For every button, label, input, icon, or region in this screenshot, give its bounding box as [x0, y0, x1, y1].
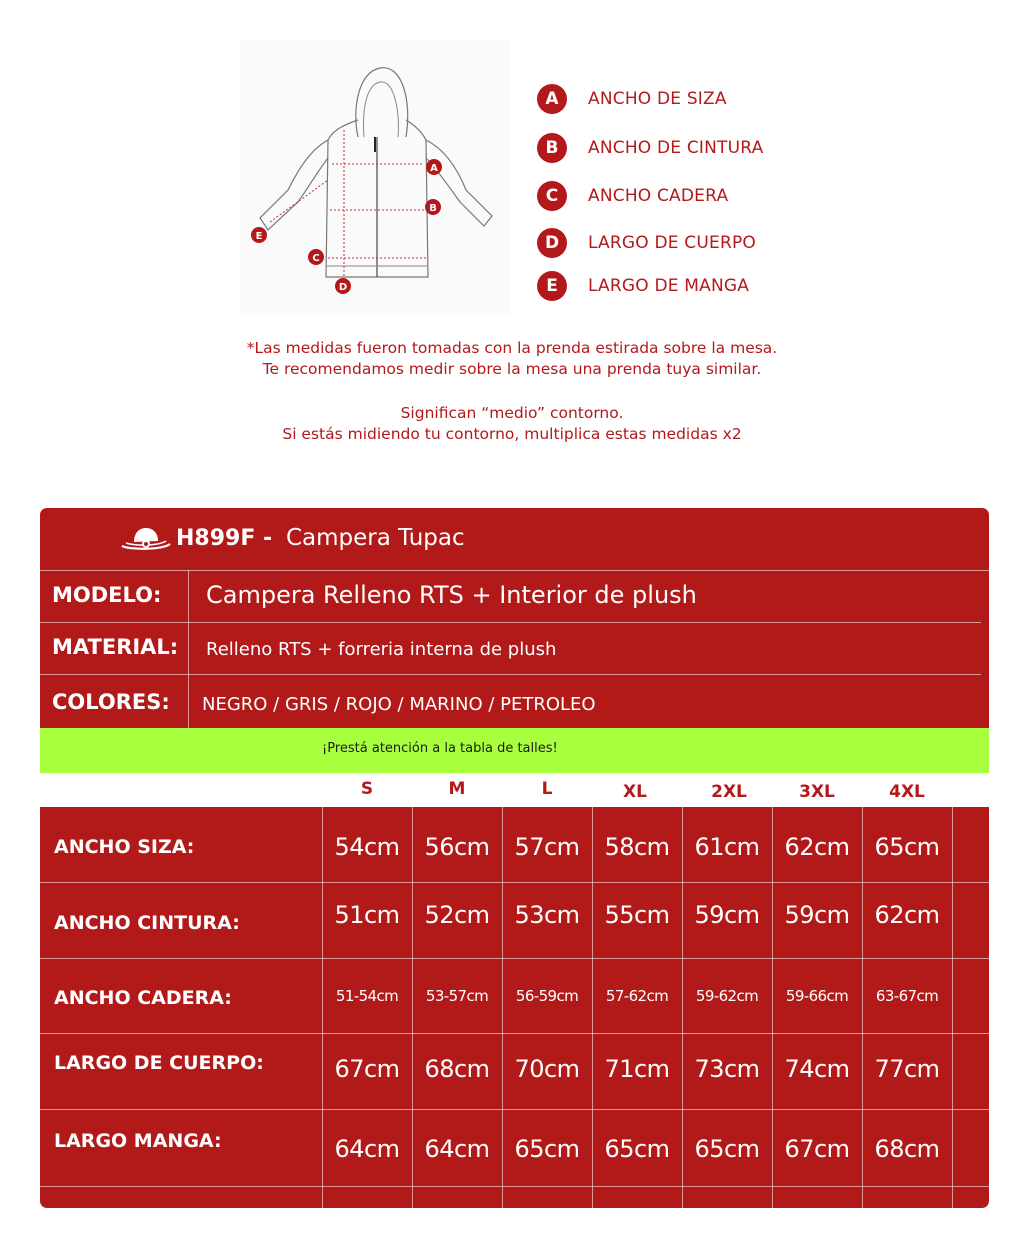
- svg-text:B: B: [429, 203, 437, 214]
- marker-a: [426, 159, 442, 175]
- svg-text:A: A: [430, 163, 438, 174]
- table-cell: 51cm: [334, 901, 400, 929]
- jacket-sketch: [240, 40, 510, 315]
- divider: [40, 622, 981, 623]
- table-cell: 68cm: [424, 1055, 490, 1083]
- table-cell: 65cm: [874, 833, 940, 861]
- legend-item-d: [537, 228, 756, 258]
- table-cell: 52cm: [424, 901, 490, 929]
- row-label: ANCHO CADERA:: [54, 987, 232, 1009]
- note-line: Si estás midiendo tu contorno, multiplica estas medidas x2: [282, 425, 742, 443]
- size-header: L: [541, 779, 553, 799]
- svg-text:C: C: [312, 253, 320, 264]
- size-header: 2XL: [711, 782, 747, 802]
- divider: [40, 958, 989, 959]
- divider: [40, 674, 981, 675]
- table-cell: 68cm: [874, 1135, 940, 1163]
- size-header: S: [360, 779, 374, 799]
- legend-label: LARGO DE MANGA: [588, 276, 750, 296]
- table-cell: 62cm: [784, 833, 850, 861]
- table-cell: 53-57cm: [425, 987, 489, 1005]
- note-line: Significan “medio” contorno.: [400, 404, 624, 422]
- material-label: MATERIAL:: [52, 635, 179, 659]
- svg-text:E: E: [255, 231, 263, 242]
- legend-label: ANCHO DE SIZA: [588, 89, 727, 109]
- note-line: Te recomendamos medir sobre la mesa una prenda tuya similar.: [262, 360, 762, 378]
- table-cell: 67cm: [784, 1135, 850, 1163]
- product-name: Campera Tupac: [286, 525, 465, 551]
- row-label: ANCHO SIZA:: [54, 836, 195, 858]
- material-value: Relleno RTS + forreria interna de plush: [206, 639, 557, 660]
- measurement-notes: [0, 338, 1024, 445]
- svg-text:D: D: [338, 282, 348, 293]
- divider: [952, 807, 953, 1208]
- divider: [40, 570, 989, 571]
- marker-d: [335, 278, 351, 294]
- table-cell: 65cm: [514, 1135, 580, 1163]
- table-cell: 73cm: [694, 1055, 760, 1083]
- divider: [40, 1186, 989, 1187]
- size-table: [40, 807, 989, 1208]
- table-cell: 56cm: [424, 833, 490, 861]
- legend-badge: E: [537, 271, 567, 301]
- modelo-value: Campera Relleno RTS + Interior de plush: [206, 581, 697, 609]
- legend-label: ANCHO DE CINTURA: [588, 138, 764, 158]
- legend-badge: A: [537, 84, 567, 114]
- table-cell: 59-66cm: [785, 987, 849, 1005]
- size-chart-card: [40, 508, 989, 1208]
- table-cell: 55cm: [604, 901, 670, 929]
- table-cell: 59cm: [784, 901, 850, 929]
- table-cell: 54cm: [334, 833, 400, 861]
- table-cell: 53cm: [514, 901, 580, 929]
- legend-item-b: [537, 133, 763, 163]
- legend-badge: D: [537, 228, 567, 258]
- legend-item-a: [537, 84, 727, 114]
- table-cell: 57cm: [514, 833, 580, 861]
- marker-c: [308, 249, 324, 265]
- legend-badge: B: [537, 133, 567, 163]
- marker-e: [251, 227, 267, 243]
- legend-item-c: [537, 181, 728, 211]
- product-info-panel: [40, 508, 989, 728]
- table-cell: 61cm: [694, 833, 760, 861]
- legend-badge: C: [537, 181, 567, 211]
- jacket-diagram: [240, 40, 510, 315]
- size-header: XL: [623, 782, 647, 802]
- modelo-label: MODELO:: [52, 583, 162, 607]
- size-header: 4XL: [889, 782, 925, 802]
- table-cell: 59cm: [694, 901, 760, 929]
- table-cell: 56-59cm: [515, 987, 579, 1005]
- divider: [188, 570, 189, 728]
- table-cell: 65cm: [604, 1135, 670, 1163]
- marker-b: [425, 199, 441, 215]
- size-header-row: [40, 773, 989, 807]
- table-cell: 58cm: [604, 833, 670, 861]
- table-cell: 71cm: [604, 1055, 670, 1083]
- table-cell: 64cm: [334, 1135, 400, 1163]
- legend-label: LARGO DE CUERPO: [588, 233, 756, 253]
- colores-value: NEGRO / GRIS / ROJO / MARINO / PETROLEO: [202, 694, 596, 715]
- row-label: ANCHO CINTURA:: [54, 912, 240, 934]
- legend-item-e: [537, 271, 749, 301]
- legend-label: ANCHO CADERA: [588, 186, 729, 206]
- size-header: M: [448, 779, 466, 799]
- table-cell: 74cm: [784, 1055, 850, 1083]
- table-cell: 62cm: [874, 901, 940, 929]
- table-cell: 57-62cm: [605, 987, 669, 1005]
- size-header: 3XL: [799, 782, 835, 802]
- row-label: LARGO MANGA:: [54, 1130, 222, 1152]
- product-code: H899F -: [176, 526, 273, 551]
- table-cell: 63-67cm: [875, 987, 939, 1005]
- table-cell: 51-54cm: [335, 987, 399, 1005]
- divider: [40, 1109, 989, 1110]
- divider: [40, 882, 989, 883]
- table-cell: 64cm: [424, 1135, 490, 1163]
- table-cell: 67cm: [334, 1055, 400, 1083]
- row-label: LARGO DE CUERPO:: [54, 1052, 264, 1074]
- table-cell: 70cm: [514, 1055, 580, 1083]
- attention-banner: [40, 728, 989, 773]
- divider: [40, 1033, 989, 1034]
- brand-hat-icon: [120, 526, 172, 554]
- colores-label: COLORES:: [52, 690, 170, 714]
- table-cell: 65cm: [694, 1135, 760, 1163]
- table-cell: 77cm: [874, 1055, 940, 1083]
- table-cell: 59-62cm: [695, 987, 759, 1005]
- attention-text: ¡Prestá atención a la tabla de talles!: [322, 741, 558, 756]
- note-line: *Las medidas fueron tomadas con la prenda estirada sobre la mesa.: [246, 339, 778, 357]
